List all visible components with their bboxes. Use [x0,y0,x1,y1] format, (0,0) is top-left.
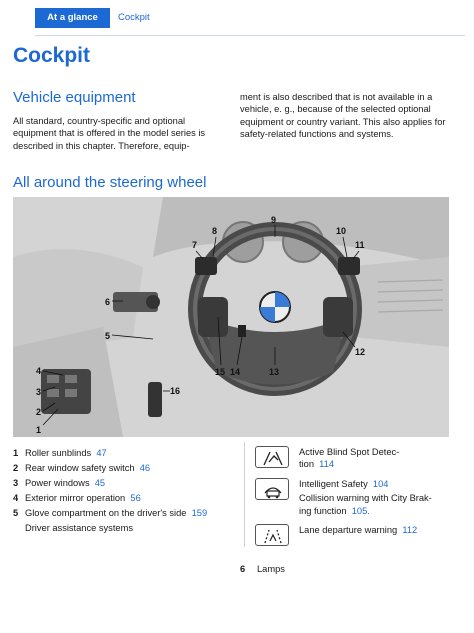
callout-5 [105,331,153,341]
callout-8 [212,226,217,257]
svg-text:8: 8 [212,226,218,236]
icon-item-detail-cont: ing function [299,505,347,516]
list-item [13,447,233,460]
list-item-lamps [240,563,440,576]
callout-4 [36,366,63,376]
intelligent-safety-icon [255,478,289,500]
page-link[interactable]: 105. [351,505,370,516]
callout-13 [269,347,279,377]
icon-item-label: Active Blind Spot Detec- [299,447,400,457]
cockpit-illustration [13,197,449,437]
page-link[interactable]: 114 [319,459,334,470]
svg-text:2: 2 [36,407,42,417]
svg-text:9: 9 [271,215,277,225]
svg-text:13: 13 [269,367,280,377]
callout-10 [336,226,347,257]
callout-15 [215,317,225,377]
icon-item-detail: Collision warning with City Brak- [299,493,432,504]
list-number: 1 [13,448,19,458]
list-label: Roller sunblinds [25,448,92,458]
icon-item-active-blind-spot [255,446,465,476]
list-label: Power windows [25,478,90,488]
page-header [0,8,474,28]
callout-9 [271,215,276,237]
list-label: Rear window safety switch [25,463,135,473]
callout-layer [13,197,449,437]
component-list [13,447,233,535]
list-subheading: Driver assistance systems [25,523,133,533]
vehicle-equipment-text-col2: ment is also described that is not available in a vehicle, e. g., because of the selected optional equipment or country variant. This also applies for safety-related functions and systems. [240,92,446,140]
svg-text:5: 5 [105,331,111,341]
page-link[interactable]: 104 [372,479,389,489]
list-item [13,462,233,475]
page-link[interactable]: 56 [130,493,141,503]
vehicle-equipment-text-col1: All standard, country-specific and optional equipment that is offered in the model series is described in this chapter. Therefore, equip- [13,116,206,151]
section-title-vehicle-equipment: Vehicle equipment [13,89,136,106]
page-title: Cockpit [13,44,91,67]
callout-6 [105,297,123,307]
svg-text:14: 14 [230,367,241,377]
svg-text:4: 4 [36,366,42,376]
page-link[interactable]: 46 [139,463,151,473]
list-number: 4 [13,493,19,503]
svg-text:12: 12 [355,347,366,357]
svg-text:16: 16 [170,386,181,396]
page-link[interactable]: 159 [191,508,208,518]
lane-departure-icon [255,524,289,546]
page-link[interactable]: 45 [94,478,106,488]
list-item [13,492,233,505]
callout-14 [230,337,242,377]
breadcrumb-cockpit[interactable]: Cockpit [118,12,150,23]
list-label: Exterior mirror operation [25,493,126,503]
list-item [13,477,233,490]
list-number: 5 [13,508,19,518]
svg-text:7: 7 [192,240,198,250]
svg-text:10: 10 [336,226,347,236]
callout-16 [163,386,180,396]
icon-item-label: Lane departure warning [299,525,398,535]
svg-text:6: 6 [105,297,111,307]
list-number: 3 [13,478,19,488]
svg-text:11: 11 [355,240,365,250]
svg-text:1: 1 [36,425,42,435]
callout-11 [353,240,365,259]
callout-3 [36,387,55,397]
icon-item-text [299,478,469,517]
list-number: 6 [240,564,246,574]
icon-item-text [299,524,469,536]
list-label: Lamps [257,564,285,574]
page-link[interactable]: 47 [96,448,107,458]
callout-7 [192,240,203,259]
icon-item-label-cont: tion [299,459,314,470]
active-blind-spot-icon [255,446,289,468]
icon-item-text [299,446,469,471]
tab-at-a-glance[interactable]: At a glance [35,8,110,28]
callout-12 [343,332,365,357]
svg-text:3: 3 [36,387,42,397]
list-label: Glove compartment on the driver's side [25,508,187,518]
list-number: 2 [13,463,19,473]
svg-text:15: 15 [215,367,226,377]
section-title-steering-wheel: All around the steering wheel [13,174,207,191]
icon-item-lane-departure [255,524,465,550]
icon-item-label: Intelligent Safety [299,479,368,489]
page-link[interactable]: 112 [402,525,418,535]
icon-item-intelligent-safety [255,478,465,522]
column-divider [244,442,245,547]
list-item [13,507,213,520]
header-divider [35,35,465,36]
